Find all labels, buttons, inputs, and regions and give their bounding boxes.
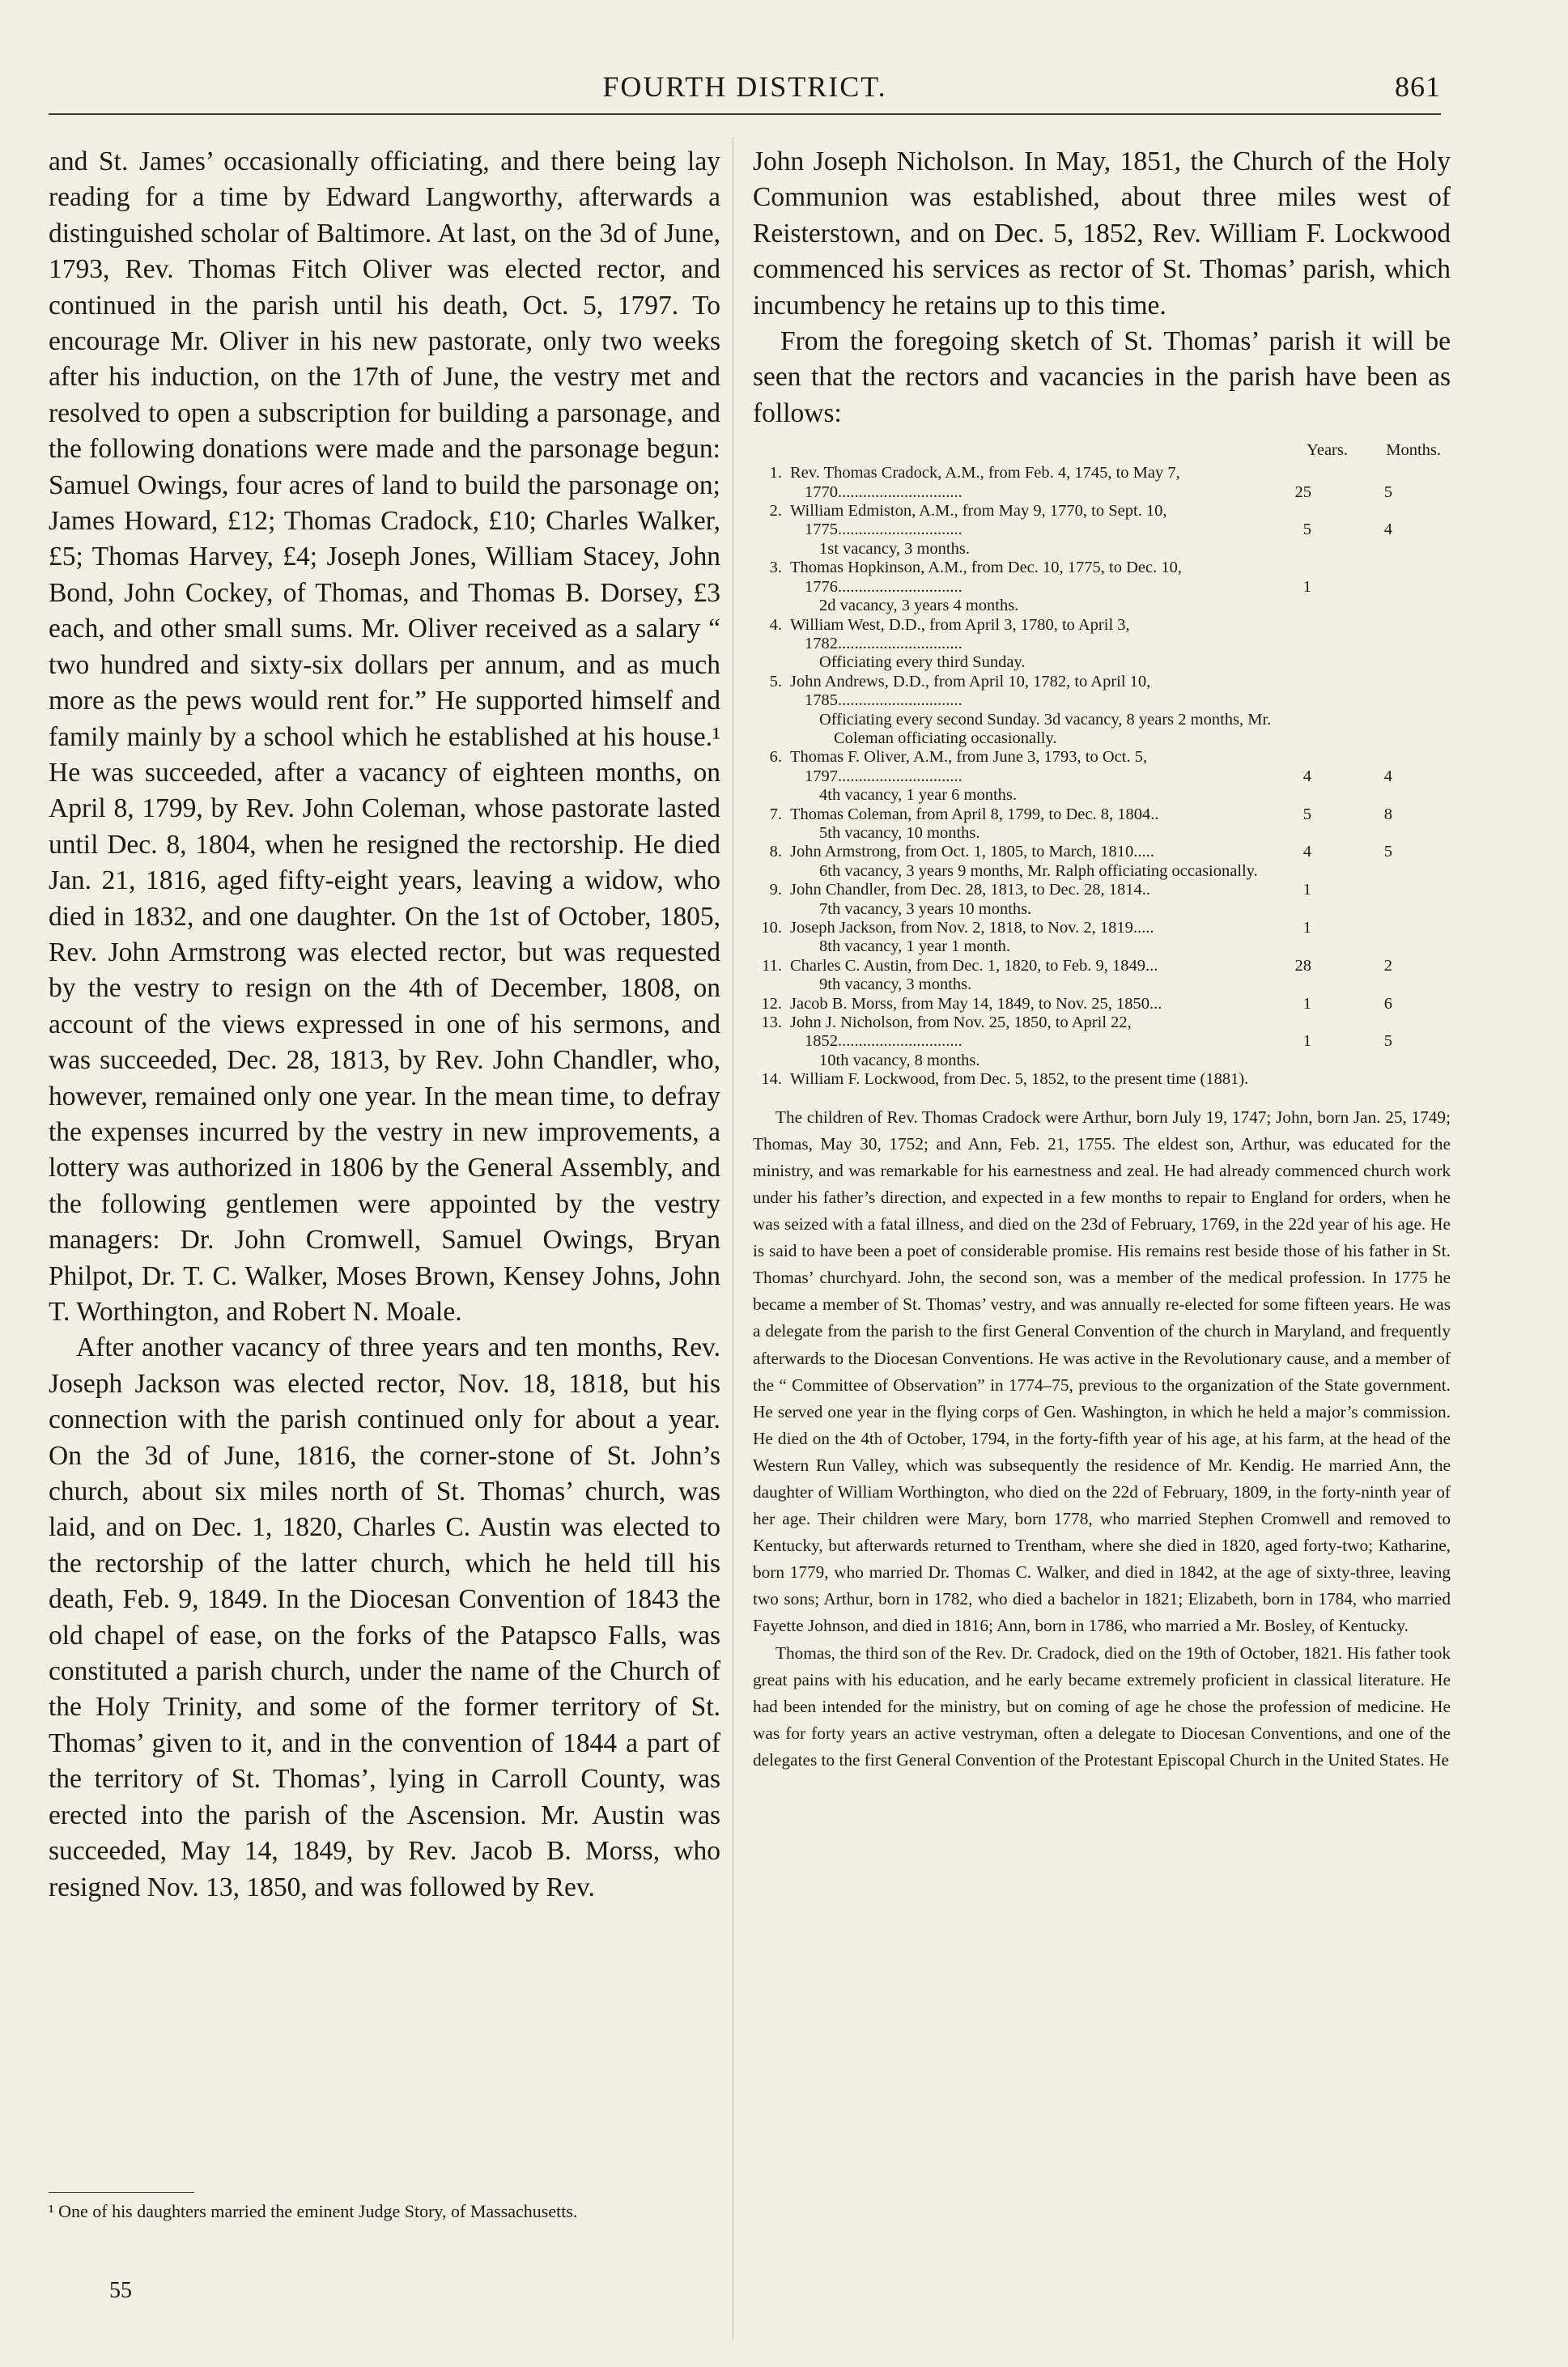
row-number: 7. bbox=[769, 805, 782, 823]
row-months: 8 bbox=[1383, 805, 1392, 823]
table-row bbox=[753, 843, 1441, 861]
row-text: William F. Lockwood, from Dec. 5, 1852, to the present time (1881). bbox=[790, 1070, 1249, 1089]
running-header bbox=[49, 63, 1441, 108]
table-row bbox=[753, 616, 1441, 654]
vacancy-note: 2d vacancy, 3 years 4 months. bbox=[819, 597, 1019, 615]
table-row bbox=[753, 1070, 1441, 1089]
row-text: Jacob B. Morss, from May 14, 1849, to Nov. 25, 1850... bbox=[790, 994, 1162, 1013]
years-header: Years. bbox=[1307, 441, 1348, 460]
vacancy-note: 4th vacancy, 1 year 6 months. bbox=[819, 786, 1018, 805]
header-rule bbox=[49, 113, 1441, 115]
vacancy-note: 10th vacancy, 8 months. bbox=[819, 1051, 980, 1069]
row-number: 4. bbox=[769, 615, 782, 634]
left-paragraph-2: After another vacancy of three years and ten months, Rev. Joseph Jackson was elected rector, Nov. 18, 1818, but his connection with the parish continued only for about a year. On the 3d of June, 1816, the corner-stone of St. John’s church, about six miles north of St. Thomas’ church, was laid, and on Dec. 1, 1820, Charles C. Austin was elected to the rectorship of the latter church, which he held till his death, Feb. 9, 1849. In the Diocesan Convention of 1843 the old chapel of ease, on the forks of the Patapsco Falls, was constituted a parish church, under the name of the Church of the Holy Trinity, and some of the former territory of St. Thomas’ given to it, and in the convention of 1844 a part of the territory of St. Thomas’, lying in Carroll County, was erected into the parish of the Ascension. Mr. Austin was succeeded, May 14, 1849, by Rev. Jacob B. Morss, who resigned Nov. 13, 1850, and was followed by Rev. bbox=[49, 1332, 720, 1902]
table-row bbox=[753, 957, 1441, 975]
row-months: 6 bbox=[1383, 994, 1392, 1013]
row-text: Thomas Hopkinson, A.M., from Dec. 10, 1775, to Dec. 10, 1776.............................. bbox=[790, 559, 1182, 596]
row-months: 4 bbox=[1383, 767, 1392, 785]
vacancy-note: 8th vacancy, 1 year 1 month. bbox=[819, 937, 1011, 956]
row-text: Joseph Jackson, from Nov. 2, 1818, to Nov. 2, 1819..... bbox=[790, 919, 1154, 937]
row-number: 6. bbox=[769, 748, 782, 767]
row-number: 12. bbox=[761, 994, 782, 1013]
footnote-rule bbox=[49, 2192, 194, 2193]
row-number: 10. bbox=[761, 919, 782, 937]
table-row bbox=[753, 1014, 1441, 1052]
row-years: 1 bbox=[1302, 881, 1311, 899]
row-text: Charles C. Austin, from Dec. 1, 1820, to Feb. 9, 1849... bbox=[790, 956, 1158, 975]
table-row bbox=[753, 464, 1441, 502]
row-months: 4 bbox=[1383, 521, 1392, 539]
row-number: 1. bbox=[769, 464, 782, 482]
table-row bbox=[753, 673, 1441, 711]
row-years: 1 bbox=[1302, 577, 1311, 596]
row-number: 9. bbox=[769, 881, 782, 899]
row-years: 28 bbox=[1294, 956, 1311, 975]
row-years: 1 bbox=[1302, 994, 1311, 1013]
row-number: 3. bbox=[769, 559, 782, 577]
header-title: FOURTH DISTRICT. bbox=[602, 70, 887, 103]
left-paragraph-1: and St. James’ occasionally officiating, and there being lay reading for a time by Edward Langworthy, afterwards a distinguished scholar of Baltimore. At last, on the 3d of June, 1793, Rev. Thomas Fitch Oliver was elected rector, and continued in the parish until his death, Oct. 5, 1797. To encourage Mr. Oliver in his new pastorate, only two weeks after his induction, on the 17th of June, the vestry met and resolved to open a subscription for building a parsonage, and the following donations were made and the parsonage begun: Samuel Owings, four acres of land to build the parsonage on; James Howard, £12; Thomas Cradock, £10; Charles Walker, £5; Thomas Harvey, £4; Joseph Jones, William Stacey, John Bond, John Cockey, of Thomas, and Thomas B. Dorsey, £3 each, and other small sums. Mr. Oliver received as a salary “ two hundred and sixty-six dollars per annum, and as much more as the pews would rent for.” He supported himself and family mainly by a school which he established at his house.¹ He was succeeded, after a vacancy of eighteen months, on April 8, 1799, by Rev. John Coleman, whose pastorate lasted until Dec. 8, 1804, when he resigned the rectorship. He died Jan. 21, 1816, aged fifty-eight years, leaving a widow, who died in 1832, and one daughter. On the 1st of October, 1805, Rev. John Armstrong was elected rector, but was requested by the vestry to resign on the 4th of December, 1808, on account of the views expressed in one of his sermons, and was succeeded, Dec. 28, 1813, by Rev. John Chandler, who, however, remained only one year. In the mean time, to defray the expenses incurred by the vestry in new improvements, a lottery was authorized in 1806 by the General Assembly, and the following gentlemen were appointed by the vestry managers: Dr. John Cromwell, Samuel Owings, Bryan Philpot, Dr. T. C. Walker, Moses Brown, Kensey Johns, John T. Worthington, and Robert N. Moale. bbox=[49, 147, 720, 1327]
row-number: 13. bbox=[761, 1014, 782, 1032]
row-text: John Chandler, from Dec. 28, 1813, to Dec. 28, 1814.. bbox=[790, 881, 1150, 899]
rector-rows bbox=[753, 464, 1441, 1089]
months-header: Months. bbox=[1386, 441, 1441, 460]
signature-mark: 55 bbox=[109, 2278, 132, 2303]
vacancy-note: Officiating every third Sunday. bbox=[819, 653, 1026, 672]
row-years: 25 bbox=[1294, 482, 1311, 501]
vacancy-note: Officiating every second Sunday. 3d vacancy, 8 years 2 months, Mr. Coleman officiating occasionally. bbox=[819, 710, 1272, 747]
notes-paragraph-2: Thomas, the third son of the Rev. Dr. Cradock, died on the 19th of October, 1821. His father took great pains with his education, and he early became extremely proficient in classical literature. He had been intended for the ministry, but on coming of age he chose the profession of medicine. He was for forty years an active vestryman, often a delegate to Diocesan Conventions, and one of the delegates to the first General Convention of the Protestant Episcopal Church in the United States. He bbox=[753, 1642, 1451, 1770]
row-years: 1 bbox=[1302, 919, 1311, 937]
right-column bbox=[753, 144, 1451, 1774]
table-header bbox=[753, 441, 1441, 464]
vacancy-note: 5th vacancy, 10 months. bbox=[819, 823, 980, 842]
table-row bbox=[753, 919, 1441, 937]
row-years: 4 bbox=[1302, 767, 1311, 785]
table-row bbox=[753, 995, 1441, 1014]
row-years: 1 bbox=[1302, 1032, 1311, 1051]
row-number: 2. bbox=[769, 502, 782, 521]
row-months: 5 bbox=[1383, 482, 1392, 501]
row-months: 5 bbox=[1383, 1032, 1392, 1051]
footnote: ¹ One of his daughters married the eminent Judge Story, of Massachusetts. bbox=[49, 2201, 578, 2221]
table-row bbox=[753, 748, 1441, 786]
vacancy-note: 6th vacancy, 3 years 9 months, Mr. Ralph officiating occasionally. bbox=[819, 861, 1258, 880]
page-number: 861 bbox=[1395, 70, 1441, 103]
rector-table bbox=[753, 441, 1441, 1089]
row-number: 5. bbox=[769, 672, 782, 691]
row-text: John J. Nicholson, from Nov. 25, 1850, to April 22, 1852.............................. bbox=[790, 1014, 1132, 1051]
right-paragraph-1: John Joseph Nicholson. In May, 1851, the Church of the Holy Communion was established, about three miles west of Reisterstown, and on Dec. 5, 1852, Rev. William F. Lockwood commenced his services as rector of St. Thomas’ parish, which incumbency he retains up to this time. bbox=[753, 147, 1451, 321]
vacancy-note: 1st vacancy, 3 months. bbox=[819, 539, 970, 558]
row-text: Thomas Coleman, from April 8, 1799, to Dec. 8, 1804.. bbox=[790, 805, 1159, 823]
row-text: Thomas F. Oliver, A.M., from June 3, 1793, to Oct. 5, 1797.............................. bbox=[790, 748, 1148, 785]
row-number: 8. bbox=[769, 843, 782, 861]
vacancy-note: 7th vacancy, 3 years 10 months. bbox=[819, 899, 1032, 918]
table-row bbox=[753, 559, 1441, 597]
row-text: William Edmiston, A.M., from May 9, 1770, to Sept. 10, 1775.............................. bbox=[790, 502, 1167, 539]
row-number: 14. bbox=[761, 1070, 782, 1089]
cradock-notes bbox=[753, 1104, 1451, 1774]
notes-paragraph-1: The children of Rev. Thomas Cradock were Arthur, born July 19, 1747; John, born Jan. 25, 1749; Thomas, May 30, 1752; and Ann, Feb. 21, 1755. The eldest son, Arthur, was educated for the ministry, and was remarkable for his earnestness and zeal. He had already commenced church work under his father’s direction, and expected in a few months to repair to England for orders, when he was seized with a fatal illness, and died on the 23d of February, 1769, in the 22d year of his age. He is said to have been a poet of considerable promise. His remains rest beside those of his father in St. Thomas’ churchyard. John, the second son, was a member of the medical profession. In 1775 he became a member of St. Thomas’ vestry, and was annually re-elected for some fifteen years. He was a delegate from the parish to the first General Convention of the church in Maryland, and frequently afterwards to the Diocesan Conventions. He was active in the Revolutionary cause, and a member of the “ Committee of Observation” in 1774–75, previous to the organization of the State government. He served one year in the flying corps of Gen. Washington, in which he held a major’s commission. He died on the 4th of October, 1794, in the forty-fifth year of his age, at his farm, at the head of the Western Run Valley, which was subsequently the residence of Mr. Kendig. He married Ann, the daughter of William Worthington, who died on the 22d of February, 1809, in the forty-ninth year of her age. Their children were Mary, born 1778, who married Stephen Cromwell and removed to Kentucky, but afterwards returned to Trentham, where she died in 1820, aged forty-two; Katharine, born 1779, who married Dr. Thomas C. Walker, and died in 1842, at the age of sixty-three, leaving two sons; Arthur, born in 1782, who died a bachelor in 1821; Elizabeth, born in 1784, who married Fayette Johnson, and died in 1816; Ann, born in 1786, who married a Mr. Bosley, of Kentucky. bbox=[753, 1107, 1451, 1636]
vacancy-note: 9th vacancy, 3 months. bbox=[819, 975, 972, 994]
row-number: 11. bbox=[762, 956, 782, 975]
table-row bbox=[753, 502, 1441, 540]
row-years: 5 bbox=[1302, 805, 1311, 823]
row-years: 5 bbox=[1302, 521, 1311, 539]
row-months: 5 bbox=[1383, 843, 1392, 861]
row-text: Rev. Thomas Cradock, A.M., from Feb. 4, 1745, to May 7, 1770.............................. bbox=[790, 464, 1180, 501]
row-text: William West, D.D., from April 3, 1780, to April 3, 1782.............................. bbox=[790, 615, 1130, 652]
row-text: John Armstrong, from Oct. 1, 1805, to March, 1810..... bbox=[790, 843, 1154, 861]
right-paragraph-2: From the foregoing sketch of St. Thomas’ parish it will be seen that the rectors and vacancies in the parish have been as follows: bbox=[753, 326, 1451, 428]
left-column bbox=[49, 144, 720, 1906]
row-months: 2 bbox=[1383, 956, 1392, 975]
row-years: 4 bbox=[1302, 843, 1311, 861]
row-text: John Andrews, D.D., from April 10, 1782, to April 10, 1785.............................. bbox=[790, 672, 1151, 710]
table-row bbox=[753, 805, 1441, 824]
table-row bbox=[753, 881, 1441, 899]
